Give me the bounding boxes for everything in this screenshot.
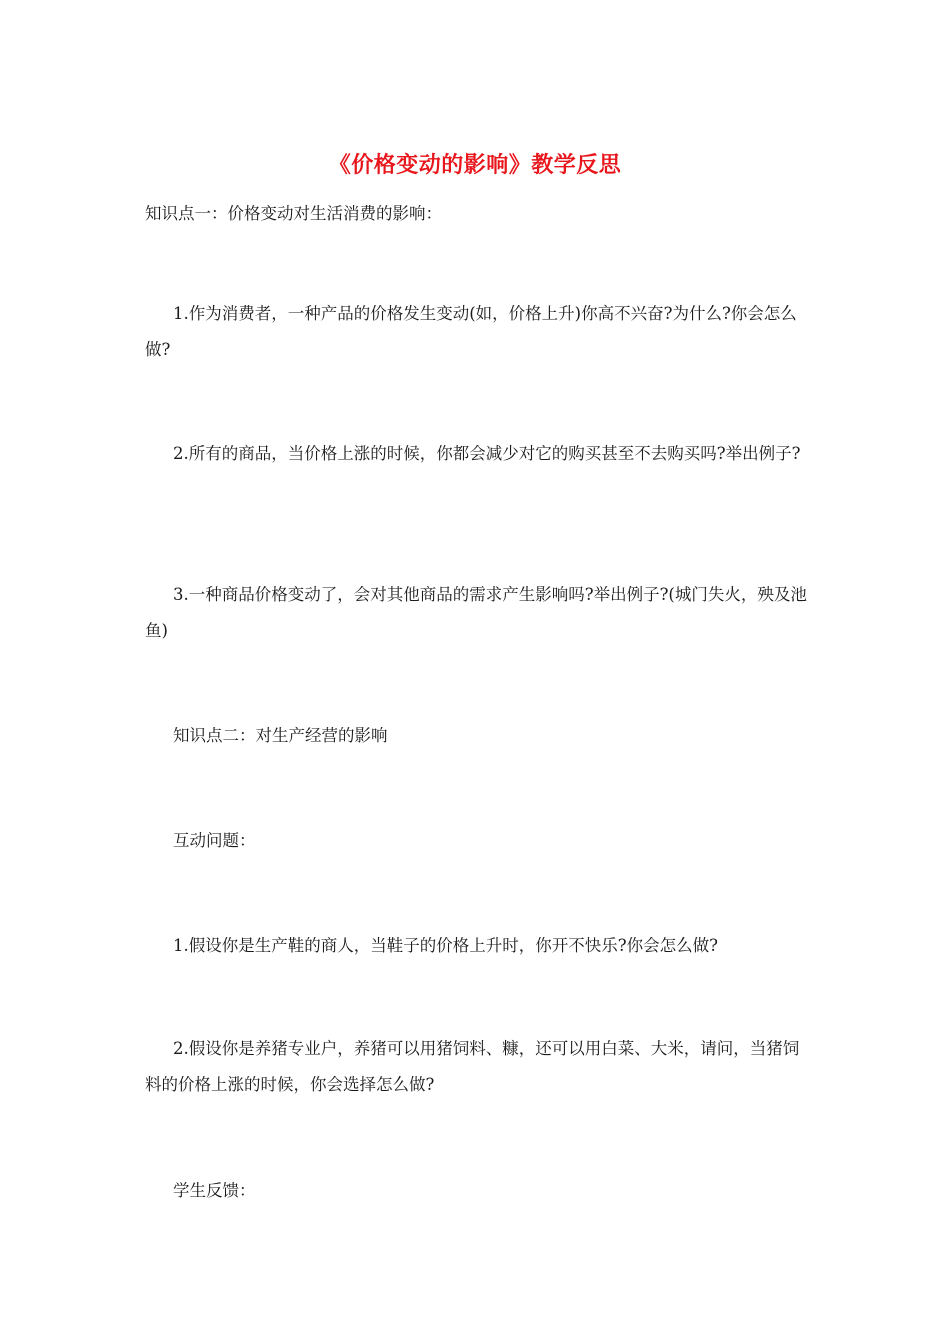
- paragraph-question-2: 2.所有的商品，当价格上涨的时候，你都会减少对它的购买甚至不去购买吗?举出例子?: [173, 444, 801, 463]
- document-title: 《价格变动的影响》教学反思: [328, 152, 622, 178]
- paragraph-knowledge-point-2: 知识点二：对生产经营的影响: [173, 726, 388, 745]
- paragraph-interactive-question-2: 2.假设你是养猪专业户，养猪可以用猪饲料、糠，还可以用白菜、大米，请问，当猪饲料的价格上涨的时候，你会选择怎么做?: [145, 1039, 800, 1094]
- paragraph-interactive-question-1: 1.假设你是生产鞋的商人，当鞋子的价格上升时，你开不快乐?你会怎么做?: [173, 936, 718, 955]
- paragraph-knowledge-point-1: 知识点一：价格变动对生活消费的影响：: [145, 204, 442, 223]
- paragraph-question-1: 1.作为消费者，一种产品的价格发生变动(如，价格上升)你高不兴奋?为什么?你会怎么做?: [145, 304, 797, 359]
- paragraph-interactive-questions: 互动问题：: [173, 831, 256, 850]
- paragraph-student-feedback: 学生反馈：: [173, 1181, 256, 1200]
- paragraph-question-3: 3.一种商品价格变动了，会对其他商品的需求产生影响吗?举出例子?(城门失火，殃及池鱼): [145, 585, 807, 640]
